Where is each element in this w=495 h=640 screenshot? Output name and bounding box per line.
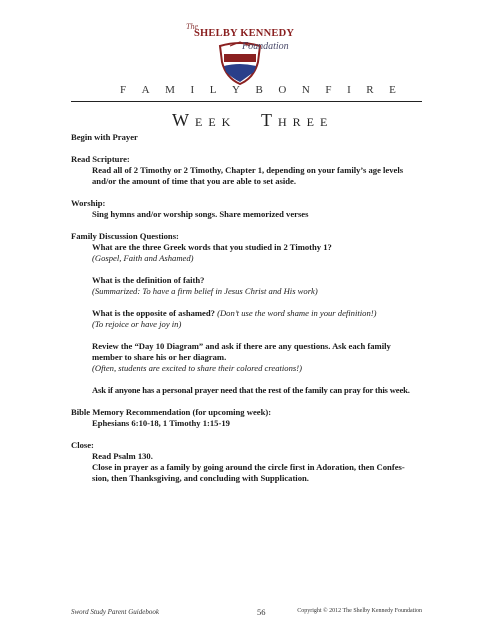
series-letter: Y [232, 84, 240, 96]
question: Ask if anyone has a personal prayer need that the rest of the family can pray for this week. [92, 385, 410, 395]
question: Review the “Day 10 Diagram” and ask if there are any questions. Ask each family [92, 341, 391, 351]
discussion-heading: Family Discussion Questions: [71, 231, 179, 241]
begin-heading: Begin with Prayer [71, 132, 138, 142]
series-letter: F [325, 84, 332, 96]
read-line: and/or the amount of time that you are able to set aside. [92, 176, 297, 186]
series-letter: F [120, 84, 127, 96]
logo-name: SHELBY KENNEDY [194, 28, 295, 39]
series-letter: O [278, 84, 287, 96]
footer-copyright: Copyright © 2012 The Shelby Kennedy Foundation [297, 608, 422, 614]
logo-the: The [186, 22, 198, 31]
close-line: Close in prayer as a family by going around the circle first in Adoration, then Confes- [92, 462, 405, 472]
question: member to share his or her diagram. [92, 352, 227, 362]
memory-line: Ephesians 6:10-18, 1 Timothy 1:15-19 [92, 418, 230, 428]
series-letter: I [190, 84, 195, 96]
series-letter: M [165, 84, 175, 96]
header-rule [71, 101, 422, 102]
series-title [120, 84, 396, 96]
close-heading: Close: [71, 440, 94, 450]
series-letter: A [141, 84, 150, 96]
three-initial: T [261, 110, 279, 130]
worship-line: Sing hymns and/or worship songs. Share memorized verses [92, 209, 309, 219]
read-heading: Read Scripture: [71, 154, 130, 164]
logo-foundation: Foundation [242, 41, 289, 52]
question-row [71, 308, 422, 319]
series-letter: I [347, 84, 351, 96]
series-letter: E [389, 84, 396, 96]
week-initial: W [172, 110, 195, 130]
answer: (Gospel, Faith and Ashamed) [92, 253, 194, 263]
week-title [172, 110, 333, 131]
answer: (Summarized: To have a firm belief in Jesus Christ and His work) [92, 286, 318, 296]
series-letter: B [255, 84, 263, 96]
close-line: Read Psalm 130. [92, 451, 153, 461]
series-letter: N [301, 84, 310, 96]
three-rest: HREE [278, 115, 334, 129]
question: What is the definition of faith? [92, 275, 205, 285]
lesson-content [71, 132, 422, 484]
memory-heading: Bible Memory Recommendation (for upcoming week): [71, 407, 272, 417]
footer-title: Sword Study Parent Guidebook [71, 608, 159, 616]
series-letter: L [209, 84, 217, 96]
series-letter: R [366, 84, 374, 96]
worship-heading: Worship: [71, 198, 106, 208]
question: What are the three Greek words that you studied in 2 Timothy 1? [92, 242, 332, 252]
question: What is the opposite of ashamed? [92, 308, 215, 318]
question-note: (Don’t use the word shame in your definition!) [214, 308, 377, 318]
close-line: sion, then Thanksgiving, and concluding with Supplication. [92, 473, 309, 483]
answer: (To rejoice or have joy in) [92, 319, 182, 329]
read-line: Read all of 2 Timothy or 2 Timothy, Chapter 1, depending on your family’s age levels [92, 165, 404, 175]
week-rest: EEK [195, 115, 237, 129]
page-number: 56 [257, 607, 266, 617]
answer: (Often, students are excited to share their colored creations!) [92, 363, 302, 373]
foundation-logo [180, 16, 316, 88]
